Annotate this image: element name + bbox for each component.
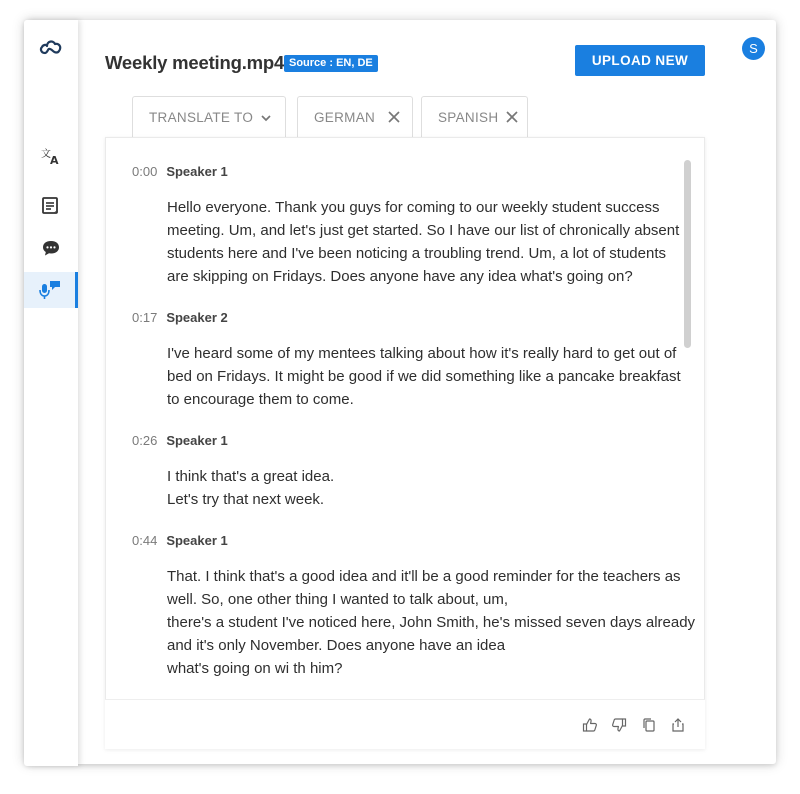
thumbs-down-icon[interactable] (611, 717, 627, 733)
tab-german[interactable] (297, 96, 413, 138)
share-icon[interactable] (670, 717, 686, 733)
segment-text: I've heard some of my mentees talking about how it's really hard to get out of bed on Fridays. It might be good if we did something like a pancake breakfast to encourage them to come. (167, 345, 681, 408)
transcript-segment (132, 533, 696, 680)
source-language-badge: Source : EN, DE (284, 55, 378, 72)
transcript-icon (41, 196, 61, 216)
transcript-segment (132, 310, 692, 411)
svg-text:ᴬ: ᴬ (54, 210, 58, 216)
tab-spanish-label: SPANISH (438, 110, 499, 125)
cloud-logo-icon[interactable] (38, 36, 64, 58)
chat-icon (41, 238, 61, 258)
tab-german-label: GERMAN (314, 110, 376, 125)
translate-to-dropdown[interactable] (132, 96, 286, 138)
sidebar-item-translate[interactable] (24, 138, 78, 174)
thumbs-up-icon[interactable] (582, 717, 598, 733)
speaker-label: Speaker 2 (166, 310, 228, 325)
close-icon[interactable] (505, 110, 519, 124)
timestamp[interactable]: 0:00 (132, 164, 158, 179)
sidebar-item-chat[interactable] (24, 230, 78, 266)
timestamp[interactable]: 0:44 (132, 533, 158, 548)
transcript-segment (132, 433, 692, 511)
chevron-down-icon (260, 113, 272, 123)
tab-spanish[interactable] (421, 96, 528, 138)
file-title: Weekly meeting.mp4 (105, 52, 285, 73)
translate-to-label: TRANSLATE TO (149, 110, 254, 125)
upload-new-button[interactable]: UPLOAD NEW (575, 45, 705, 76)
svg-text:A: A (50, 154, 59, 166)
segment-text: I think that's a great idea. Let's try that next week. (167, 468, 335, 508)
speaker-label: Speaker 1 (166, 433, 228, 448)
timestamp[interactable]: 0:17 (132, 310, 158, 325)
translate-icon (40, 146, 62, 166)
speaker-label: Speaker 1 (166, 533, 228, 548)
sidebar-item-transcript[interactable] (24, 188, 78, 224)
timestamp[interactable]: 0:26 (132, 433, 158, 448)
voice-chat-icon (38, 279, 62, 301)
segment-text: That. I think that's a good idea and it'll be a good reminder for the teachers as well. So, one other thing I wanted to talk about, um, there's a student I've noticed here, John Smith, he's missed seven days already and it's only November. Does anyone have an idea what's going on wi th him? (167, 568, 696, 677)
sidebar-item-voice-chat[interactable] (24, 272, 78, 308)
speaker-label: Speaker 1 (166, 164, 228, 179)
segment-text: Hello everyone. Thank you guys for coming to our weekly student success meeting. Um, and let's just get started. So I have our list of chronically absent students here and I've been noticing a troubling trend. Um, a lot of students are skipping on Fridays. Does anyone have any idea what's going on? (167, 199, 680, 285)
svg-text:文: 文 (41, 149, 51, 160)
close-icon[interactable] (387, 110, 401, 124)
transcript-segment (132, 164, 692, 288)
copy-icon[interactable] (641, 717, 657, 733)
user-avatar[interactable]: S (742, 37, 765, 60)
sidebar (24, 20, 78, 766)
